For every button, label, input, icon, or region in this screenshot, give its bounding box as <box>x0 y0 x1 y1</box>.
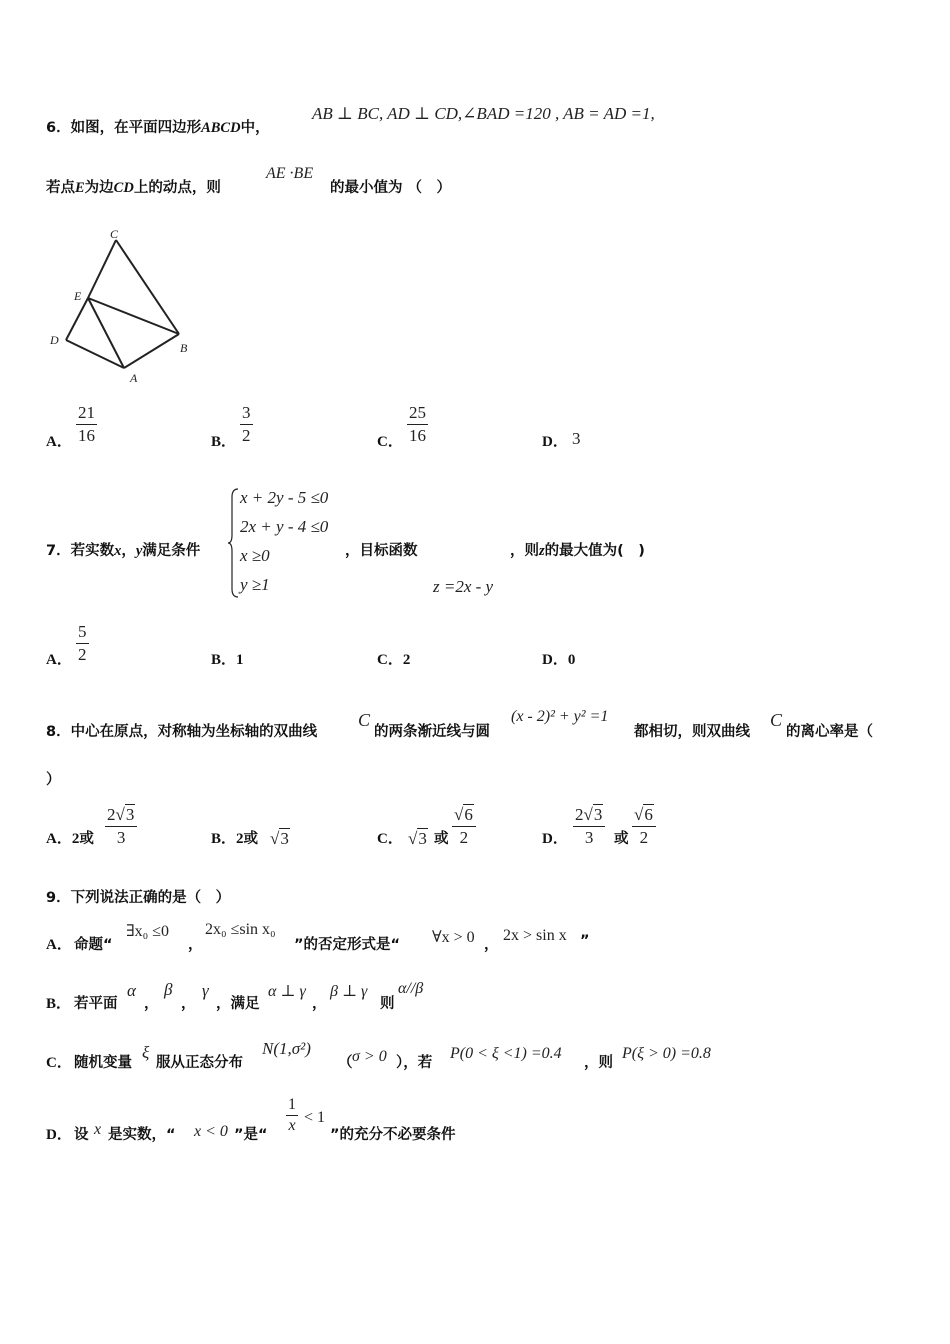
q9-d-x: x <box>94 1121 102 1138</box>
q7-constraint-2: 2x + y - 4 ≤0 <box>240 517 329 536</box>
q9-d-text-4: ”的充分不必要条件 <box>330 1127 456 1143</box>
q9-a-text-3: ”的否定形式是“ <box>294 937 401 953</box>
fraction-denominator: 16 <box>78 426 95 445</box>
q8-text: 中心在原点，对称轴为坐标轴的双曲线 <box>70 724 318 740</box>
label-a: A <box>130 371 138 385</box>
q8-stem-3: 都相切，则双曲线 <box>634 724 750 740</box>
fraction-coef: 2 <box>575 805 584 824</box>
q7-option-a-fraction <box>76 622 89 665</box>
label-e: E <box>74 289 82 303</box>
q8-option-b-sqrt: √3 <box>270 829 289 848</box>
label-d: D <box>50 333 59 347</box>
q9-a-math-1: ∃x₀ ≤0 <box>126 923 170 940</box>
q7-text: ，则 <box>510 543 539 559</box>
q6-option-c-fraction <box>407 403 428 446</box>
radicand: 3 <box>593 805 603 824</box>
or-text: 或 <box>243 831 259 847</box>
q7-option-d[interactable] <box>542 648 575 669</box>
q8-stem <box>46 720 317 741</box>
q8-stem-4: 的离心率是（ <box>786 724 873 740</box>
q9-b-math-3: α//β <box>398 980 424 997</box>
q6-option-d-label[interactable]: D． <box>542 434 568 450</box>
q8-curve-c2: C <box>770 710 783 730</box>
q8-option-a-fraction <box>105 805 137 848</box>
q9-a-text-1: 命题“ <box>74 937 113 953</box>
q9-d-lt: < 1 <box>304 1109 326 1126</box>
q6-text: 上的动点，则 <box>133 180 221 196</box>
q8-stem-5: ） <box>46 772 61 788</box>
q9-b-sep-1: ， <box>144 996 159 1012</box>
edge-ce <box>88 240 116 298</box>
option-value: 2 <box>71 831 80 847</box>
q8-circle-equation: (x - 2)² + y² =1 <box>511 708 609 725</box>
q7-stem <box>46 539 200 560</box>
q7-objective: z =2x - y <box>433 577 494 596</box>
q8-curve-c1: C <box>358 710 371 730</box>
edge-ab <box>124 334 179 368</box>
q9-c-text-2: 服从正态分布 <box>156 1055 243 1071</box>
fraction-denominator: 2 <box>242 426 251 445</box>
option-label: B． <box>211 831 237 847</box>
radicand: 6 <box>644 805 653 824</box>
radicand: 6 <box>464 805 473 824</box>
q9-c-xi: ξ <box>142 1043 150 1062</box>
q7-constraint-1: x + 2y - 5 ≤0 <box>240 488 329 507</box>
q9-c-math-1: P(0 < ξ <1) =0.4 <box>450 1045 562 1062</box>
q6-condition: AB ⊥ BC, AD ⊥ CD,∠BAD =120 , AB = AD =1, <box>312 104 655 123</box>
q9-b-gamma: γ <box>202 981 209 1000</box>
q7-var-y: y <box>135 543 143 559</box>
q9-d-text-2: 是实数，“ <box>108 1127 176 1143</box>
q9-b-math-1: α ⊥ γ <box>268 983 306 1000</box>
q8-option-c-sqrt: √3 <box>408 829 427 848</box>
option-label: A． <box>46 831 72 847</box>
fraction-coef: 2 <box>107 805 116 824</box>
q6-text: 如图，在平面四边形 <box>70 120 202 136</box>
fraction-numerator: 21 <box>78 403 95 422</box>
q9-option-c-label[interactable]: C． <box>46 1055 72 1071</box>
q6-text: 若点 <box>46 180 75 196</box>
q9-b-beta: β <box>164 980 173 999</box>
q6-option-a-label[interactable]: A． <box>46 434 72 450</box>
q9-d-text-3: ”是“ <box>234 1127 268 1143</box>
q9-text: 下列说法正确的是（ ） <box>70 890 231 906</box>
q7-constraint-3: x ≥0 <box>240 546 270 565</box>
q7-text: 若实数 <box>70 543 115 559</box>
q7-system-brace <box>228 487 240 599</box>
q9-d-text-1: 设 <box>74 1127 89 1143</box>
q9-a-text-4: ， <box>484 937 499 953</box>
q7-option-a-label[interactable]: A． <box>46 652 72 668</box>
q8-number: 8． <box>46 724 71 740</box>
q6-option-b-fraction <box>240 403 253 446</box>
fraction-denominator: 16 <box>409 426 426 445</box>
edge-da <box>66 340 124 368</box>
label-c: C <box>110 227 119 241</box>
q7-objective-text: ，目标函数 <box>345 543 418 559</box>
fraction-numerator: 1 <box>288 1096 296 1113</box>
q6-shape: ABCD <box>201 120 241 136</box>
q7-text: ， <box>121 543 136 559</box>
fraction-denominator: 2 <box>78 645 87 664</box>
q9-c-text-4: ），若 <box>396 1055 433 1071</box>
fraction-denominator: 2 <box>459 828 469 847</box>
q7-constraint-4: y ≥1 <box>240 575 270 594</box>
sqrt-sign: √3 <box>115 805 135 824</box>
q8-option-d-fraction-2: √6 2 <box>632 805 656 848</box>
q6-side-cd: CD <box>113 180 134 196</box>
radicand: 3 <box>125 805 135 824</box>
q6-option-c-label[interactable]: C． <box>377 434 403 450</box>
q8-stem-2: 的两条渐近线与圆 <box>374 724 490 740</box>
q6-option-b-label[interactable]: B． <box>211 434 237 450</box>
option-label: D． <box>542 652 568 668</box>
or-text: 或 <box>79 831 94 847</box>
fraction-denominator: 3 <box>584 828 594 847</box>
edge-ed <box>66 298 88 340</box>
q6-dot-product: AE ·BE <box>266 165 314 182</box>
q9-a-text-2: ， <box>188 937 203 953</box>
q8-option-d-label[interactable]: D． <box>542 831 568 847</box>
q8-option-b[interactable] <box>211 827 258 848</box>
fraction-numerator: 5 <box>78 622 87 641</box>
q9-b-sep-3: ， <box>312 996 327 1012</box>
fraction-denominator: 3 <box>116 828 126 847</box>
q7-text: 满足条件 <box>142 543 201 559</box>
q9-a-math-3: ∀x > 0 <box>432 929 475 946</box>
q8-option-d-fraction-1: 2√3 3 <box>573 805 605 848</box>
q9-a-text-5: ” <box>580 933 590 949</box>
q9-b-alpha: α <box>127 981 136 1000</box>
fraction-numerator: 3 <box>242 403 251 422</box>
q9-b-sep-2: ， <box>181 996 196 1012</box>
q6-stem-suffix: 的最小值为 （ ） <box>330 180 452 196</box>
option-value: 0 <box>567 652 576 668</box>
q6-text: 中， <box>240 120 270 136</box>
or-text: 或 <box>434 831 449 847</box>
radicand: 3 <box>280 829 289 848</box>
q6-stem-line2 <box>46 176 221 197</box>
q9-option-d-label[interactable]: D． <box>46 1127 72 1143</box>
option-label: C． <box>377 652 403 668</box>
radicand: 3 <box>418 829 427 848</box>
edge-cb <box>116 240 179 334</box>
q8-option-a[interactable] <box>46 827 94 848</box>
q6-figure <box>44 226 204 390</box>
option-label: B． <box>211 652 237 668</box>
q8-option-c-fraction: √6 2 <box>452 805 476 848</box>
option-value: 1 <box>236 652 244 668</box>
q6-number: 6． <box>46 120 71 136</box>
q9-b-text-1: 若平面 <box>74 996 118 1012</box>
q7-var-x: x <box>114 543 122 559</box>
q9-c-distribution: N(1,σ²) <box>262 1039 311 1058</box>
q9-option-b-label[interactable]: B． <box>46 996 72 1012</box>
q9-b-text-3: 则 <box>380 996 395 1012</box>
q6-option-d-value: 3 <box>572 429 581 448</box>
q6-stem <box>46 116 270 137</box>
q9-c-math-2: P(ξ > 0) =0.8 <box>622 1045 711 1062</box>
label-b: B <box>180 341 188 355</box>
q7-var-z: z <box>539 543 545 559</box>
fraction-numerator: 25 <box>409 403 426 422</box>
q6-point-e: E <box>75 180 85 196</box>
fraction-denominator: x <box>288 1117 296 1134</box>
q7-number: 7． <box>46 543 71 559</box>
option-value: 2 <box>236 831 244 847</box>
q8-option-c-label[interactable]: C． <box>377 831 403 847</box>
q9-d-math-1: x < 0 <box>194 1123 228 1140</box>
q9-stem <box>46 886 230 907</box>
q9-a-math-4: 2x > sin x <box>503 927 567 944</box>
q9-c-text-3: （ <box>338 1055 353 1071</box>
q9-number: 9． <box>46 890 71 906</box>
or-text: 或 <box>614 831 629 847</box>
q9-c-condition: σ > 0 <box>352 1048 387 1065</box>
q7-option-b[interactable] <box>211 648 244 669</box>
q9-b-text-2: ，满足 <box>216 996 260 1012</box>
q7-option-c[interactable] <box>377 648 410 669</box>
option-value: 2 <box>402 652 411 668</box>
q9-b-math-2: β ⊥ γ <box>330 983 368 1000</box>
edge-ea <box>88 298 124 368</box>
fraction-denominator: 2 <box>639 828 649 847</box>
q9-d-fraction <box>286 1096 298 1135</box>
q9-c-text-5: ，则 <box>584 1055 613 1071</box>
q9-c-text-1: 随机变量 <box>74 1055 132 1071</box>
q7-text: 的最大值为( ) <box>544 543 645 559</box>
q9-a-math-2: 2x₀ ≤sin x₀ <box>205 921 276 938</box>
q7-stem-suffix <box>510 539 645 560</box>
q9-option-a-label[interactable]: A． <box>46 937 72 953</box>
q6-text: 为边 <box>84 180 114 196</box>
q6-option-a-fraction <box>76 403 97 446</box>
edge-eb <box>88 298 179 334</box>
